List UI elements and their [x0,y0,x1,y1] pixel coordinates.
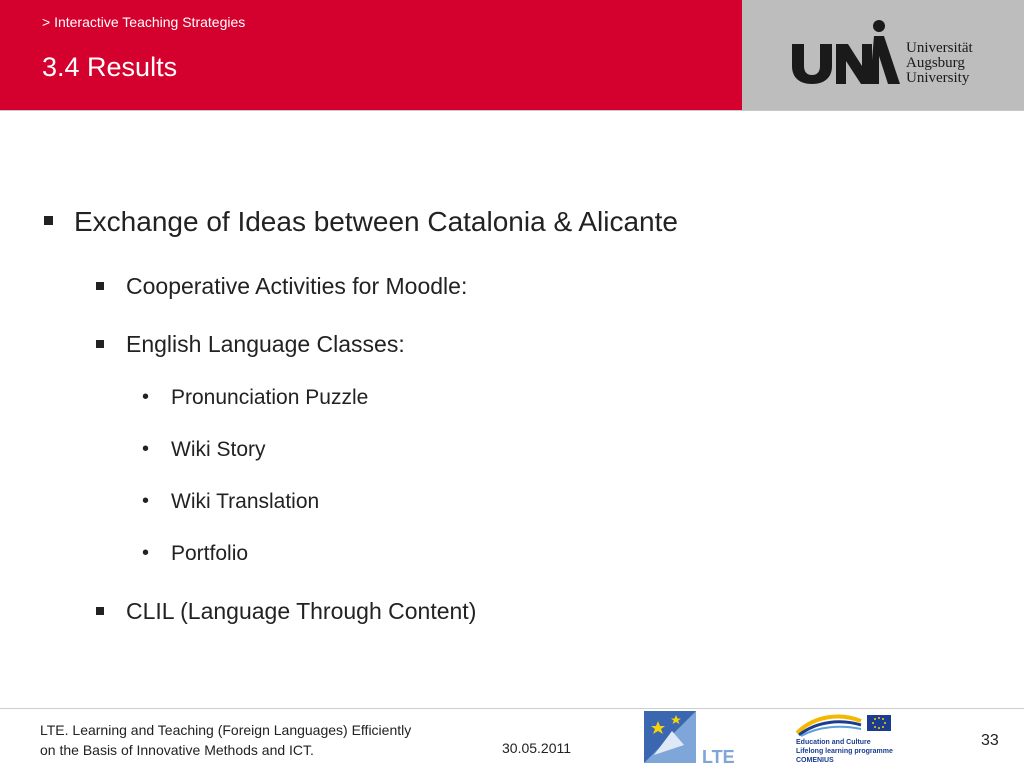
round-bullet-icon: • [142,542,150,564]
logo-line-1: Universität [906,40,973,56]
breadcrumb: > Interactive Teaching Strategies [42,14,246,30]
header-divider [0,110,1024,111]
university-logo-panel [742,0,1024,110]
square-bullet-icon [44,216,53,225]
eu-line-2: Lifelong learning programme [796,748,893,755]
bullet-level3 [142,386,368,410]
eu-lifelong-learning-logo-icon [795,711,895,737]
bullet-level1 [44,206,678,238]
lte-logo-icon [644,711,740,767]
bullet-text: English Language Classes: [126,331,405,357]
bullet-level3 [142,438,266,462]
round-bullet-icon: • [142,490,150,512]
round-bullet-icon: • [142,438,150,460]
footer-date: 30.05.2011 [502,740,572,756]
footer-project-title [40,720,411,760]
square-bullet-icon [96,340,104,348]
footer-divider [0,708,1024,709]
bullet-text: Wiki Story [171,438,266,461]
bullet-level3 [142,490,319,514]
eu-line-1: Education and Culture [796,739,871,746]
bullet-text: Portfolio [171,542,249,565]
square-bullet-icon [96,282,104,290]
header-bar [0,0,742,110]
eu-line-3: COMENIUS [796,757,834,764]
round-bullet-icon: • [142,386,150,408]
bullet-level2 [96,331,405,358]
page-number: 33 [981,732,999,749]
lte-label: LTE [702,747,735,767]
bullet-text: Exchange of Ideas between Catalonia & Alicante [74,206,678,237]
logo-line-3: University [906,70,970,86]
uni-augsburg-logo-icon [790,18,900,86]
bullet-text: Cooperative Activities for Moodle: [126,273,468,299]
square-bullet-icon [96,607,104,615]
footer-line-1: LTE. Learning and Teaching (Foreign Languages) Efficiently [40,722,412,738]
footer-line-2: on the Basis of Innovative Methods and ICT. [40,742,314,758]
bullet-text: Wiki Translation [171,490,320,513]
university-name [906,41,973,86]
page-title: 3.4 Results [42,52,178,82]
bullet-text: Pronunciation Puzzle [171,386,369,409]
bullet-text: CLIL (Language Through Content) [126,598,477,624]
eu-programme-text [796,738,893,765]
logo-line-2: Augsburg [906,55,965,71]
bullet-level3 [142,542,248,566]
bullet-level2 [96,598,476,625]
bullet-level2 [96,273,467,300]
